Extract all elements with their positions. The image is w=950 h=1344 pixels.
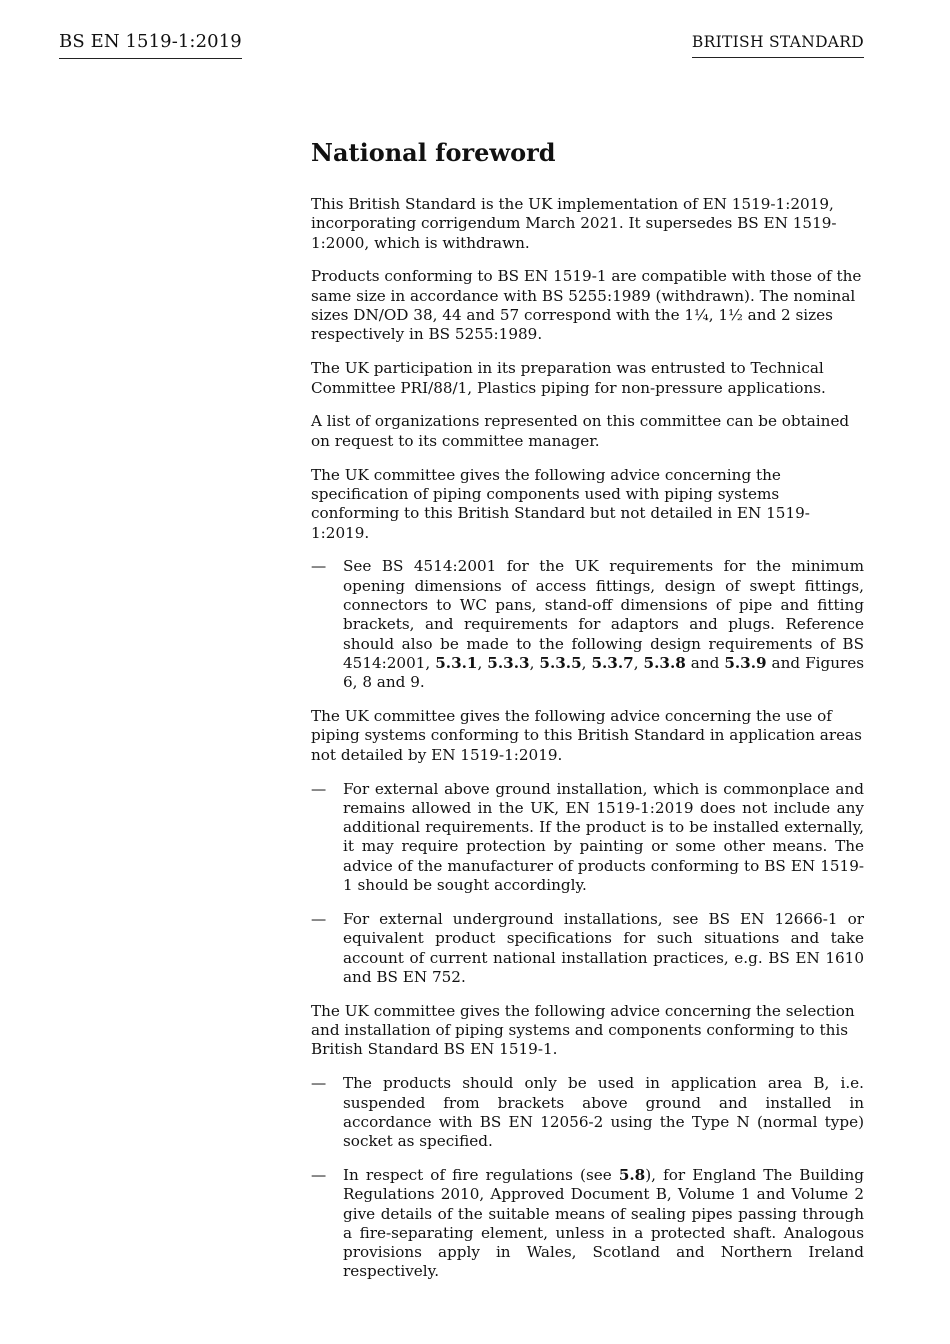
paragraph-selection-advice: The UK committee gives the following advice concerning the selection and installation of piping systems and components conforming to this British Standard BS EN 1519-1. [311, 1001, 855, 1059]
paragraph-organizations: A list of organizations represented on this committee can be obtained on request to its committee manager. [311, 412, 850, 450]
clause-reference: 5.3.3 [487, 653, 530, 672]
paragraph-implementation: This British Standard is the UK implementation of EN 1519-1:2019, incorporating corrigendum March 2021. It supersedes BS EN 1519-1:2000, which is withdrawn. [311, 195, 837, 252]
list-item-fire-regulations [311, 1166, 864, 1282]
clause-reference: 5.8 [618, 1166, 646, 1184]
page-title: National foreword [311, 138, 556, 167]
list-dash: — [311, 909, 327, 928]
paragraph-participation: The UK participation in its preparation was entrusted to Technical Committee PRI/88/1, Plastics piping for non-pressure applications. [311, 359, 826, 397]
foreword-body [311, 138, 864, 1296]
list-item-text: For external above ground installation, which is commonplace and remains allowed in the UK, EN 1519-1:2019 does not include any additional requirements. If the product is to be installed externally, it may require protection by painting or some other means. The advice of the manufacturer of products conforming to BS EN 1519-1 should be sought accordingly. [343, 779, 864, 895]
clause-reference: 5.3.7 [591, 653, 634, 672]
list-item-text: For external underground installations, see BS EN 12666-1 or equivalent product specifications for such situations and take account of current national installation practices, e.g. BS EN 1610 and BS EN 752. [343, 909, 864, 986]
paragraph-specification-advice: The UK committee gives the following advice concerning the specification of piping components used with piping systems conforming to this British Standard but not detailed in EN 1519-1:2019. [311, 465, 810, 542]
list-item-underground [311, 910, 864, 987]
list-dash: — [311, 1074, 327, 1093]
list-dash: — [311, 557, 327, 576]
list-item-application-area [311, 1074, 864, 1151]
clause-reference: 5.3.9 [724, 653, 767, 672]
clause-reference: 5.3.1 [435, 653, 478, 672]
clause-reference: 5.3.5 [539, 653, 582, 672]
list-dash: — [311, 1166, 327, 1184]
list-item-bs4514 [311, 557, 864, 692]
document-number-header: BS EN 1519-1:2019 [59, 31, 242, 59]
list-dash: — [311, 779, 327, 798]
clause-reference: 5.3.8 [643, 653, 686, 672]
list-item-text: The products should only be used in application area B, i.e. suspended from brackets above ground and installed in accordance with BS EN 12056-2 using the Type N (normal type) socket as specified. [343, 1074, 864, 1151]
standard-type-header: BRITISH STANDARD [692, 32, 864, 58]
list-item-above-ground [311, 780, 864, 896]
list-item-text: In respect of fire regulations (see 5.8), for England The Building Regulations 2010, Approved Document B, Volume 1 and Volume 2 give details of the suitable means of sealing pipes passing through a fire-separating element, unless in a protected shaft. Analogous provisions apply in Wales, Scotland and Northern Ireland respectively. [343, 1166, 864, 1281]
paragraph-compatibility: Products conforming to BS EN 1519-1 are compatible with those of the same size in accordance with BS 5255:1989 (withdrawn). The nominal sizes DN/OD 38, 44 and 57 correspond with the 1¼, 1½ and 2 sizes respectively in BS 5255:1989. [311, 267, 862, 344]
paragraph-application-advice: The UK committee gives the following advice concerning the use of piping systems conforming to this British Standard in application areas not detailed by EN 1519-1:2019. [311, 707, 862, 764]
list-item-text: See BS 4514:2001 for the UK requirements for the minimum opening dimensions of access fittings, design of swept fittings, connectors to WC pans, stand-off dimensions of pipe and fitting brackets, and requirements for adaptors and plugs. Reference should also be made to the following design requirements of BS 4514:2001, 5.3.1, 5.3.3, 5.3.5, 5.3.7, 5.3.8 and 5.3.9 and Figures 6, 8 and 9. [343, 557, 865, 692]
